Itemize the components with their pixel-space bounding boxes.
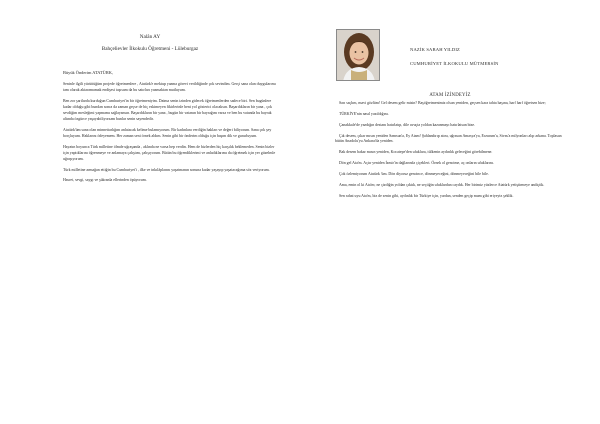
right-author-name: NAZİK SABAH YILDIZ [410, 47, 460, 52]
letter-paragraph: Hasret, sevgi, saygı ve şükranla ellerinden öpüyorum. [63, 178, 147, 183]
left-letter-body [63, 70, 278, 188]
left-author-name: Nalân AY [139, 34, 161, 40]
poem-paragraph: Dön gel Ata'm. Açtır yeniden İzmir'in dağlarında çiçekleri. Örnek ol gencime, aç onların ufuklarını. [339, 161, 494, 166]
poem-paragraph: TÜRKİYE'nin nasıl yazıldığını. [339, 112, 389, 116]
letter-paragraph: Atatürk'üm sana olan minnettarlığım anlatacak kelime bulamıyorum. Bir kadınlara verdiğin hakları ve değeri biliyorum. Sana çok şey borçluyum. Haklarını ödeyemem. Her zaman seni örnek aldım. Senin gibi bir önderim olduğu için başım dik ve gururluyum. [63, 128, 272, 139]
poem-paragraph: Çanakkale'de yazdığın destanı hatırlatıp, dile avuçta yoldan kazanmayı hatırlatsan bize. [339, 123, 476, 127]
letter-paragraph: Hayatın boyunca Türk milletine ölmde uğraşanda , aklında ne varsa hep verdin. Hem de bizlerden hiç karşılık beklemeden. Senin bizler için yaptıklarını öğrenmeye ve anlamaya çalıştım, çalışıyorum. Bütün bu öğrendiklerimi ve anladıklarımı da öğretmek için yer güzelmle uğraşıyorum. [63, 144, 276, 162]
portrait-image [337, 30, 380, 81]
letter-paragraph: Türk milletine armağan ettiğin bu Cumhuriyet'i , ilke ve inkılâplarını yaşatmanın sonuna kadar yaşayıp yaşatacağıma söz veriyorum. [63, 167, 270, 172]
poem-paragraph: Sen rahat uyu Ata'm, biz de senin gibi, aydınlık bir Türkiye için, yardan, senden geçip mum gibi eriyeyiz şeklik. [339, 194, 514, 199]
letter-greeting: Büyük Önderim ATATÜRK, [63, 70, 114, 75]
author-photo [336, 29, 380, 81]
letter-paragraph: Seninle ilgili yürüttüğüm projede öğretmenlere , Atatürk'e mektup yazma görevi verildiğinde çok sevindim. Gerçi sana olan duygularımı tam olarak aktaramamak endişesi taşısam da bu satırları yazmaktan mutluyum. [63, 82, 276, 93]
right-school-line: CUMHURİYET İLKOKULU MÜTMERSİN [410, 61, 499, 66]
poem-paragraph: Çık desem, çıkar mısın yeniden Samsun'a, Ey Atam! Şahlandırıp atını, uğrasan Amasya'ya, Erzurum'a, Sivas'a milyonları alıp arkana. Toplasan bütün Anadolu'yu Ankara'da yeniden. [335, 134, 562, 144]
right-poem-body [335, 101, 566, 205]
poem-title: ATAM İZİNDEYİZ [429, 93, 471, 98]
poem-paragraph: Sarı saçlım, mavi gözlüm! Gel desem gelir misin? Başöğretmenimiz olsan yeniden, geçsen kara tahta başına, harf harf öğretsen bize; [339, 101, 546, 105]
poem-paragraph: Çok özlemiyorum Atatürk 'üm. Dön diyoruz gencince, dönmeyeceğini, dönmeyeceğini bile bile. [339, 172, 489, 177]
poem-paragraph: Ama, emin ol ki Ata'm; ne çizdiğin yoldan çıktık, ne seçtiğin ufuklardan caydık. Her birimiz yüzlerce Atatürk yetiştirmeye andiçtik. [339, 183, 545, 188]
poem-paragraph: Bak desem bakar mısın yeniden, Kocatepe'den ufuklara, tülkenin aydınlık geleceğini görebilmene. [339, 150, 493, 155]
letter-paragraph: Ben zor şartlarda kurduğun Cumhuriyet'in bir öğretmeniyim. Daima senin izinden gidecek öğretmenlerden sadece biri. Sen bugünlere kadar olduğu gibi bundan sonra da zaman geçse de hiç eskimeyen fikirlerinle beni yol gösterici olacaksın. Başardıkların bir yana , çok sevdiğim mesleğimi yapmamı sağlayansın. Başardıkların bir yana , bugün bir vatanın bir bayrağım varsa ve ben bu vatanda bu bayrak altında özgürce yaşayabiliyorsam bunlar senin sayendedir. [63, 98, 272, 122]
left-school-line: Bahçelievler İlkokulu Öğretmeni - Lüleburgaz [101, 46, 199, 52]
